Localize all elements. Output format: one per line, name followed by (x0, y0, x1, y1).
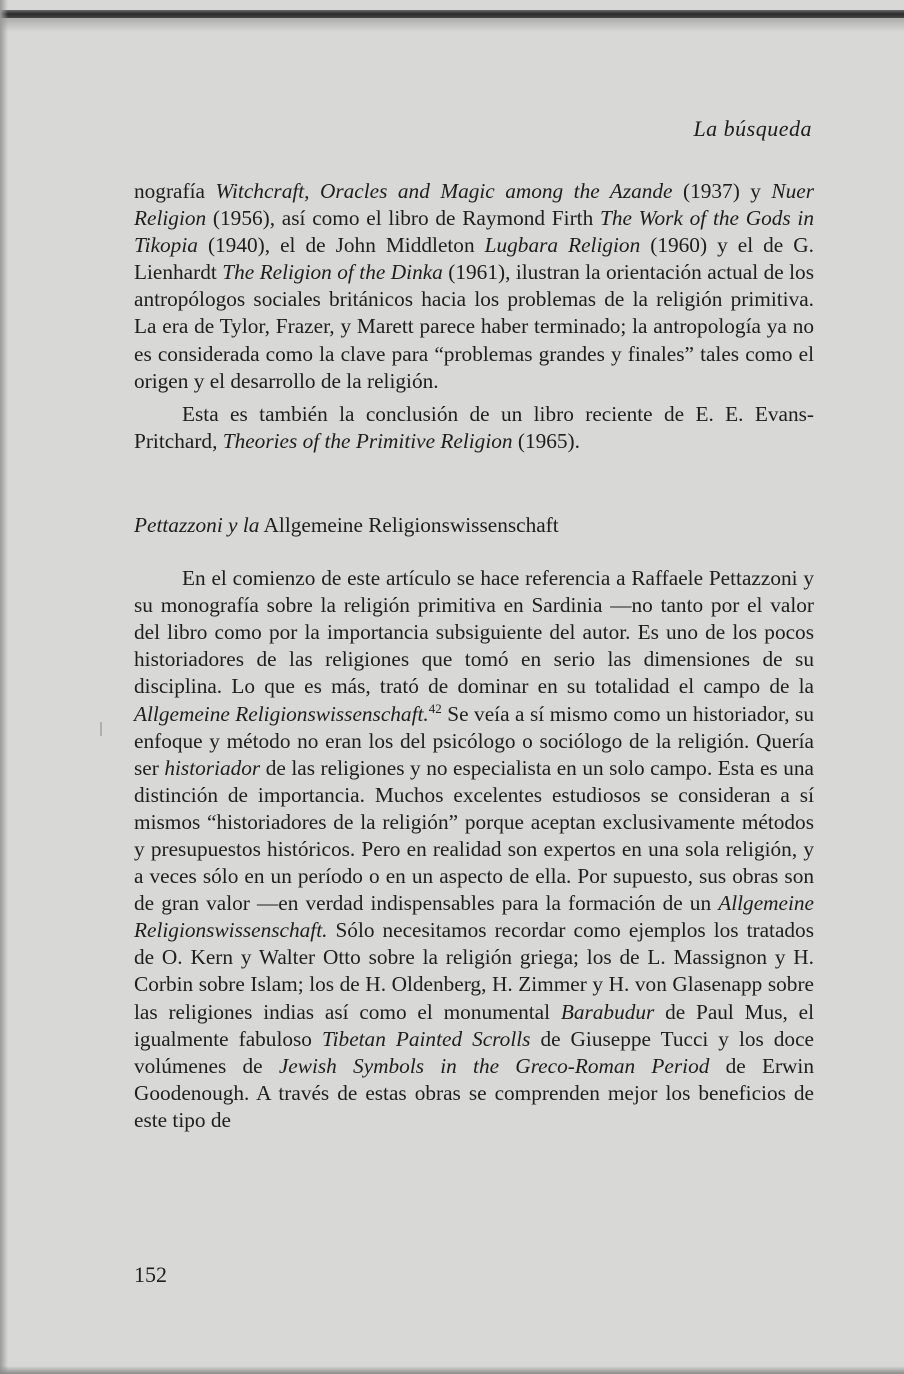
term-italic: historiador (164, 755, 261, 780)
text-run: (1965). (512, 428, 580, 453)
scan-bottom-edge (0, 1366, 904, 1374)
book-title: Jewish Symbols in the Greco-Roman Period (278, 1053, 710, 1078)
running-head: La búsqueda (693, 116, 812, 141)
text-run: de Erwin Goodenough. A través de estas obras se comprenden mejor los beneficios de este tipo de (134, 1053, 814, 1132)
text-run: (1961), ilustran la orientación actual de los antropólogos sociales británicos hacia los problemas de la religión primitiva. La era de Tylor, Frazer, y Marett parece haber terminado; la antropología ya no es considerada como la clave para “problemas grandes y finales” tales como el origen y el desarrollo de la religión. (134, 260, 814, 393)
text-run: (1937) y (672, 179, 772, 203)
text-run: de las religiones y no especialista en un solo campo. Esta es una distinción de importancia. Muchos excelentes estudiosos se consideran a sí mismos “historiadores de la religión” porque aceptan exclusivamente métodos y presupuestos históricos. Pero en realidad son expertos en una sola religión, y a veces sólo en un período o en un aspecto de ella. Por supuesto, sus obras son de gran valor —en verdad indispensables para la formación de un (134, 755, 814, 916)
footnote-ref: 42 (428, 700, 442, 716)
text-run: Esta es también la conclusión de un libro reciente de E. E. Evans-Pritchard, (134, 401, 814, 453)
term-italic: Allgemeine Religionswissenschaft. (134, 701, 429, 726)
text-run: (1960) y el de G. Lienhardt (134, 233, 814, 285)
scan-top-border (0, 10, 904, 18)
term-italic: Allgemeine Religionswissenschaft. (134, 891, 814, 943)
text-run: (1940), el de John Middleton (197, 233, 485, 258)
paragraph-3 (134, 565, 814, 1134)
page-number: 152 (134, 1262, 167, 1287)
text-run: Se veía a sí mismo como un historiador, su enfoque y método no eran los del psicólogo o sociólogo de la religión. Quería ser (134, 701, 814, 780)
book-title: Tibetan Painted Scrolls (321, 1026, 531, 1051)
book-title: Nuer Religion (134, 179, 815, 231)
text-run: (1956), así como el libro de Raymond Firth (206, 206, 600, 231)
book-title: The Religion of the Dinka (222, 260, 443, 285)
text-run: En el comienzo de este artículo se hace referencia a Raffaele Pettazzoni y su monografía sobre la religión primitiva en Sardinia —no tanto por el valor del libro como por la importancia subsiguiente del autor. Es uno de los pocos historiadores de las religiones que tomó en serio las dimensiones de su disciplina. Lo que es más, trató de dominar en su totalidad el campo de la (134, 566, 814, 699)
scan-top-shadow (0, 18, 904, 32)
margin-mark (100, 722, 102, 736)
book-title: The Work of the Gods in Tikopia (134, 206, 814, 258)
text-run: nografía (134, 179, 216, 203)
section-heading (134, 512, 814, 539)
book-title: Witchcraft, Oracles and Magic among the Azande (215, 179, 673, 203)
text-run: Sólo necesitamos recordar como ejemplos los tratados de O. Kern y Walter Otto sobre la religión griega; los de L. Massignon y H. Corbin sobre Islam; los de H. Oldenberg, H. Zimmer y H. von Glasenapp sobre las religiones indias así como el monumental (134, 918, 814, 1024)
scan-left-edge (0, 0, 8, 1374)
text-run: de Giuseppe Tucci y los doce volúmenes de (134, 1026, 814, 1078)
paragraph-1 (134, 178, 814, 395)
text-run: de Paul Mus, el igualmente fabuloso (134, 999, 814, 1051)
book-title: Lugbara Religion (484, 233, 641, 258)
body-text (134, 178, 814, 1134)
paragraph-2 (134, 401, 814, 455)
heading-italic: Pettazzoni y la (134, 512, 260, 537)
book-title: Barabudur (560, 999, 655, 1024)
book-title: Theories of the Primitive Religion (222, 428, 513, 453)
heading-text: Allgemeine Religionswissenschaft (259, 512, 559, 537)
